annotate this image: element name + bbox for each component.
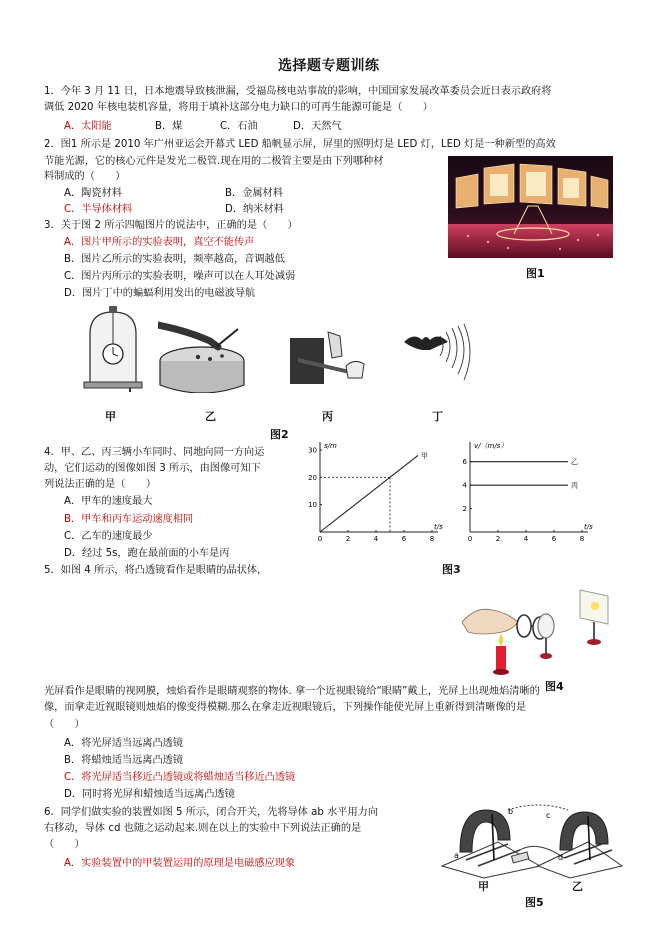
st-chart-y-tick-2: 30	[308, 446, 317, 455]
q3-line-1: 3．关于图 2 所示四幅图片的说法中，正确的是（ ）	[44, 220, 298, 231]
figure-5-label-yi: 乙	[572, 880, 583, 893]
figure-2-bat	[400, 320, 476, 390]
st-chart-series-label-0: 甲	[421, 451, 428, 460]
q2-line-1: 2．图1 所示是 2010 年广州亚运会开幕式 LED 船帆显示屏，屏里的照明灯是 LED 灯，LED 灯是一种新型的高效	[44, 139, 556, 150]
q5-line-1: 5．如图 4 所示，将凸透镜看作是眼睛的晶状体，	[44, 565, 268, 576]
figure-2-caption: 图2	[270, 428, 289, 441]
st-chart-y-tick-0: 10	[308, 501, 317, 510]
q5-option-a: A．将光屏适当远离凸透镜	[64, 738, 184, 749]
q1-option-d: D．天然气	[293, 121, 342, 132]
q3-option-c: C．图片丙所示的实验表明，噪声可以在人耳处减弱	[64, 271, 296, 282]
q4-option-d: D．经过 5s，跑在最前面的小车是丙	[64, 548, 230, 559]
vt-chart-y-tick-0: 2	[462, 505, 467, 514]
st-chart-x-tick-0: 0	[317, 535, 323, 543]
q2-option-a: A．陶瓷材料	[64, 188, 122, 199]
st-chart-x-label: t/s	[434, 523, 443, 531]
figure-5-label-jia: 甲	[478, 880, 489, 893]
q2-option-d: D．纳米材料	[225, 204, 284, 215]
vt-chart-x-tick-4: 8	[579, 535, 585, 543]
figure-4-lens-setup	[462, 582, 620, 682]
st-chart-x-tick-1: 2	[345, 535, 351, 543]
figure-3-caption: 图3	[442, 563, 461, 576]
vt-chart-x-label: t/s	[584, 523, 593, 531]
figure-2-label-ding: 丁	[432, 410, 443, 423]
vt-chart-x-tick-1: 2	[495, 535, 501, 543]
figure-2-drum	[158, 317, 250, 393]
vt-chart-y-tick-1: 4	[462, 481, 467, 490]
q5-line-2: 光屏看作是眼睛的视网膜，烛焰看作是眼睛观察的物体. 拿一个近视眼镜给“眼睛”戴上，光屏上出现烛焰清晰的	[44, 686, 540, 697]
svg-text:d: d	[558, 853, 564, 862]
svg-text:b: b	[508, 807, 514, 816]
figure-1-caption: 图1	[526, 267, 545, 280]
q1-line-2: 调低 2020 年核电装机容量，将用于填补这部分电力缺口的可再生能源可能是（ ）	[44, 102, 433, 113]
q1-option-c: C．石油	[220, 121, 258, 132]
figure-3-s-t-chart	[300, 438, 450, 550]
svg-text:a: a	[454, 851, 459, 860]
vt-chart-series-label-1: 丙	[571, 481, 578, 490]
q4-line-1: 4．甲、乙、丙三辆小车同时、同地向同一方向运	[44, 447, 265, 458]
st-chart-series-0	[320, 455, 418, 532]
figure-2-bell-jar	[78, 304, 148, 392]
page-title: 选择题专题训练	[278, 58, 380, 74]
q4-option-a: A．甲车的速度最大	[64, 496, 153, 507]
figure-1-led-stage-photo	[448, 156, 613, 258]
svg-text:c: c	[546, 811, 551, 820]
figure-5-apparatus	[438, 800, 624, 880]
q2-line-3: 料制成的（ ）	[44, 171, 126, 182]
figure-5-caption: 图5	[525, 896, 544, 909]
st-chart-x-tick-3: 6	[401, 535, 407, 543]
q5-option-d: D．同时将光屏和蜡烛适当远离凸透镜	[64, 789, 235, 800]
q1-option-a: A．太阳能	[64, 121, 112, 132]
figure-2-label-yi: 乙	[205, 410, 216, 423]
figure-2-label-jia: 甲	[105, 410, 116, 423]
vt-chart-x-tick-2: 4	[523, 535, 529, 543]
q2-line-2: 节能光源，它的核心元件是发光二极管.现在用的二极管主要是由下列哪种材	[44, 156, 384, 167]
vt-chart-y-tick-2: 6	[462, 458, 467, 467]
q3-option-d: D．图片丁中的蝙蝠利用发出的电磁波导航	[64, 288, 256, 299]
q3-option-b: B．图片乙所示的实验表明，频率越高，音调越低	[64, 254, 285, 265]
figure-2-ruler-hand	[288, 328, 368, 390]
q4-line-2: 动，它们运动的图像如图 3 所示，由图像可知下	[44, 463, 261, 474]
q5-option-b: B．将蜡烛适当远离凸透镜	[64, 755, 184, 766]
q5-line-4: （ ）	[44, 719, 85, 730]
q1-option-b: B．煤	[155, 121, 183, 132]
q6-line-3: （ ）	[44, 839, 85, 850]
q5-line-3: 像，而拿走近视眼镜则烛焰的像变得模糊.那么在拿走近视眼镜后，下列操作能使光屏上重新得到清晰像的是	[44, 702, 527, 713]
q4-line-3: 列说法正确的是（ ）	[44, 479, 157, 490]
q5-option-c: C．将光屏适当移近凸透镜或将蜡烛适当移近凸透镜	[64, 772, 296, 783]
q2-option-c: C．半导体材料	[64, 204, 133, 215]
q6-line-2: 右移动，导体 cd 也随之运动起来.则在以上的实验中下列说法正确的是	[44, 823, 362, 834]
q4-option-c: C．乙车的速度最少	[64, 531, 153, 542]
figure-4-caption: 图4	[545, 680, 564, 693]
q6-line-1: 6．同学们做实验的装置如图 5 所示，闭合开关，先将导体 ab 水平用力向	[44, 807, 379, 818]
q6-option-a: A．实验装置中的甲装置运用的原理是电磁感应现象	[64, 858, 296, 869]
st-chart-x-tick-4: 8	[429, 535, 435, 543]
q2-option-b: B．金属材料	[225, 188, 283, 199]
vt-chart-series-label-0: 乙	[571, 458, 578, 467]
st-chart-y-tick-1: 20	[308, 473, 317, 482]
q1-line-1: 1．今年 3 月 11 日，日本地震导致核泄漏，受福岛核电站事故的影响，中国国家发展改革委员会近日表示政府将	[44, 86, 552, 97]
st-chart-y-label: s/m	[324, 442, 337, 450]
q4-option-b: B．甲车和丙车运动速度相同	[64, 514, 194, 525]
vt-chart-x-tick-0: 0	[467, 535, 473, 543]
figure-2-label-bing: 丙	[322, 410, 333, 423]
vt-chart-y-label: v/（m/s）	[474, 442, 508, 450]
st-chart-x-tick-2: 4	[373, 535, 379, 543]
q3-option-a: A．图片甲所示的实验表明，真空不能传声	[64, 237, 255, 248]
vt-chart-x-tick-3: 6	[551, 535, 557, 543]
figure-3-v-t-chart	[450, 438, 600, 550]
